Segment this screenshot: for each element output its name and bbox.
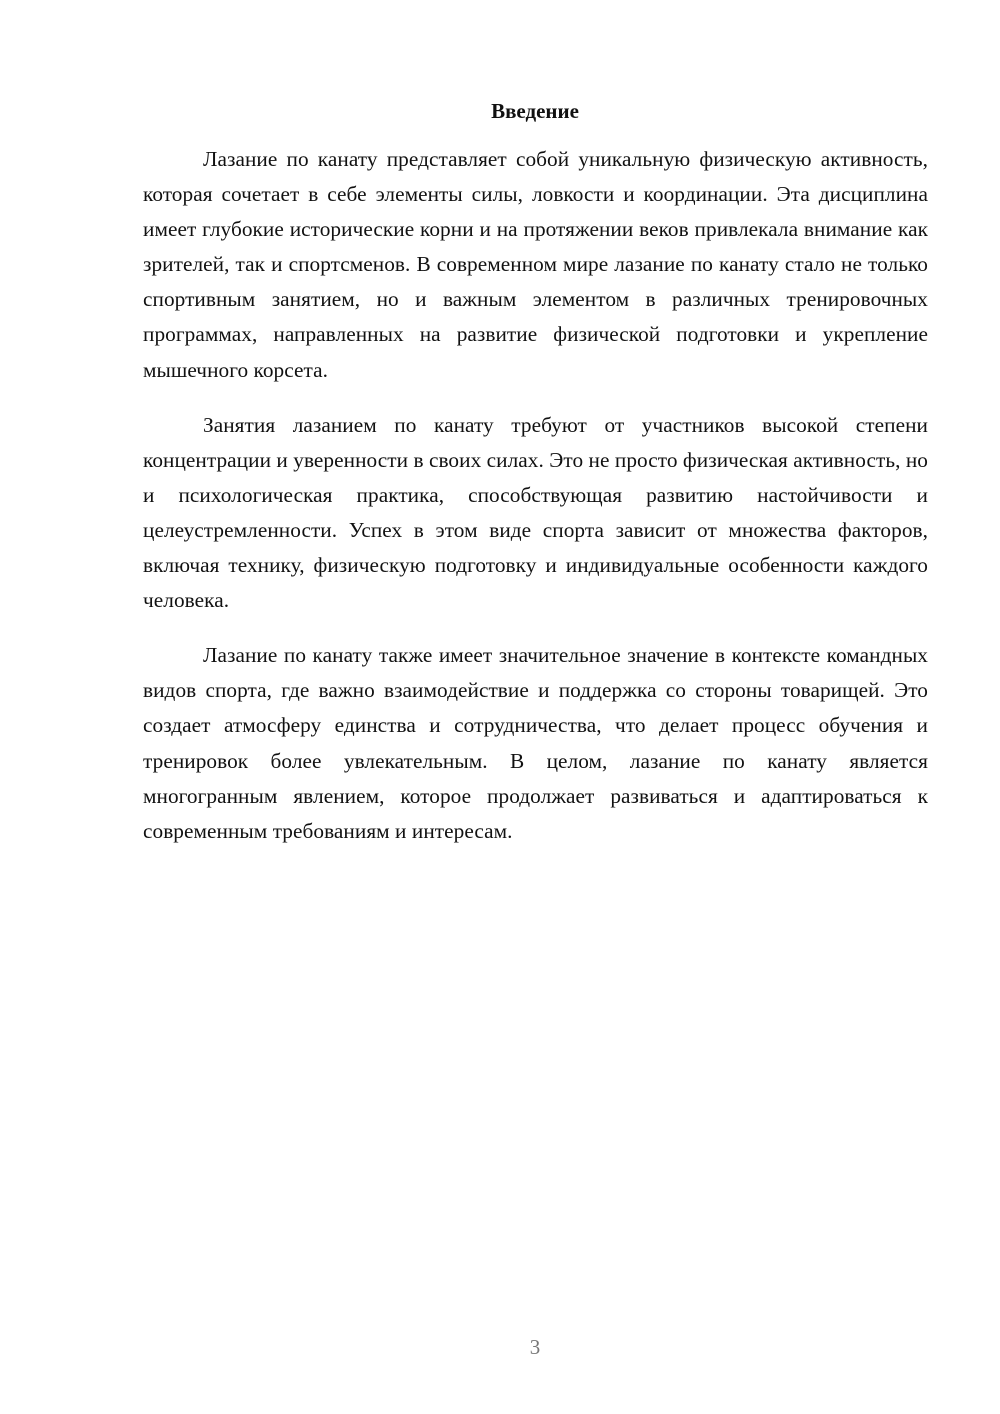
paragraph-3: Лазание по канату также имеет значительное значение в контексте командных видов спорта, где важно взаимодействие и поддержка со стороны товарищей. Это создает атмосферу единства и сотрудничества, что делает процесс обучения и тренировок более увлекательным. В целом, лазание по канату является многогранным явлением, которое продолжает развиваться и адаптироваться к современным требованиям и интересам. [143, 643, 928, 843]
paragraph-1: Лазание по канату представляет собой уникальную физическую активность, которая сочетает в себе элементы силы, ловкости и координации. Эта дисциплина имеет глубокие исторические корни и на протяжении веков привлекала внимание как зрителей, так и спортсменов. В современном мире лазание по канату стало не только спортивным занятием, но и важным элементом в различных тренировочных программах, направленных на развитие физической подготовки и укрепление мышечного корсета. [143, 147, 928, 382]
paragraph-2: Занятия лазанием по канату требуют от участников высокой степени концентрации и уверенности в своих силах. Это не просто физическая активность, но и психологическая практика, способствующая развитию настойчивости и целеустремленности. Успех в этом виде спорта зависит от множества факторов, включая технику, физическую подготовку и индивидуальные особенности каждого человека. [143, 412, 928, 613]
page-number: 3 [529, 1335, 541, 1359]
body-text [143, 142, 928, 869]
section-heading: Введение [491, 99, 579, 123]
